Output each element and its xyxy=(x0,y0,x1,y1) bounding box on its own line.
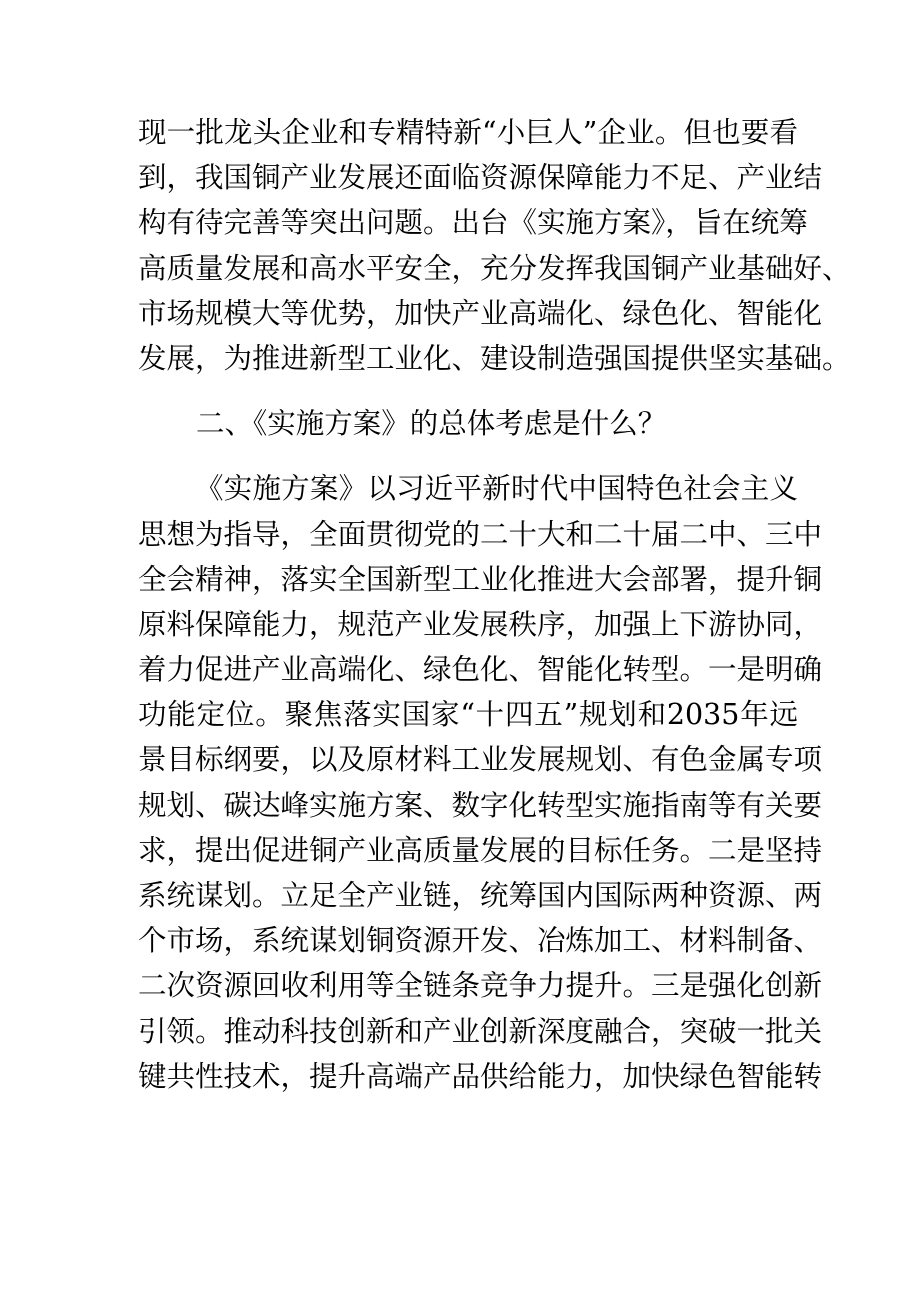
paragraph-line: 原料保障能力，规范产业发展秩序，加强上下游协同， xyxy=(138,607,823,641)
paragraph-line: 规划、碳达峰实施方案、数字化转型实施指南等有关要 xyxy=(138,788,823,822)
paragraph-line: 到，我国铜产业发展还面临资源保障能力不足、产业结 xyxy=(138,161,823,195)
paragraph-line: 高质量发展和高水平安全，充分发挥我国铜产业基础好、 xyxy=(138,251,851,285)
paragraph-line: 现一批龙头企业和专精特新“小巨人”企业。但也要看 xyxy=(138,116,798,149)
paragraph-line: 二次资源回收利用等全链条竞争力提升。三是强化创新 xyxy=(138,969,823,1003)
paragraph-line: 键共性技术，提升高端产品供给能力，加快绿色智能转 xyxy=(138,1059,823,1093)
paragraph-line: 着力促进产业高端化、绿色化、智能化转型。一是明确 xyxy=(138,653,823,687)
paragraph-line: 思想为指导，全面贯彻党的二十大和二十届二中、三中 xyxy=(138,517,823,551)
section-heading-block xyxy=(138,401,798,446)
paragraph-line: 市场规模大等优势，加快产业高端化、绿色化、智能化 xyxy=(138,296,823,330)
paragraph-1 xyxy=(138,110,851,381)
paragraph-line: 构有待完善等突出问题。出台《实施方案》，旨在统筹 xyxy=(138,206,808,240)
paragraph-line: 引领。推动科技创新和产业创新深度融合，突破一批关 xyxy=(138,1014,823,1048)
section-heading: 二、《实施方案》的总体考虑是什么？ xyxy=(196,407,667,441)
paragraph-line: 全会精神，落实全国新型工业化推进大会部署，提升铜 xyxy=(138,562,823,596)
document-body xyxy=(138,110,851,1099)
paragraph-2 xyxy=(138,466,823,1099)
paragraph-line: 功能定位。聚焦落实国家“十四五”规划和2035年远 xyxy=(138,698,798,732)
paragraph-line: 发展，为推进新型工业化、建设制造强国提供坚实基础。 xyxy=(138,341,851,375)
paragraph-line: 个市场，系统谋划铜资源开发、冶炼加工、材料制备、 xyxy=(138,924,823,958)
paragraph-line: 求，提出促进铜产业高质量发展的目标任务。二是坚持 xyxy=(138,833,823,867)
paragraph-line: 景目标纲要，以及原材料工业发展规划、有色金属专项 xyxy=(138,743,823,777)
paragraph-line: 系统谋划。立足全产业链，统筹国内国际两种资源、两 xyxy=(138,879,823,912)
paragraph-line: 《实施方案》以习近平新时代中国特色社会主义 xyxy=(195,472,798,506)
